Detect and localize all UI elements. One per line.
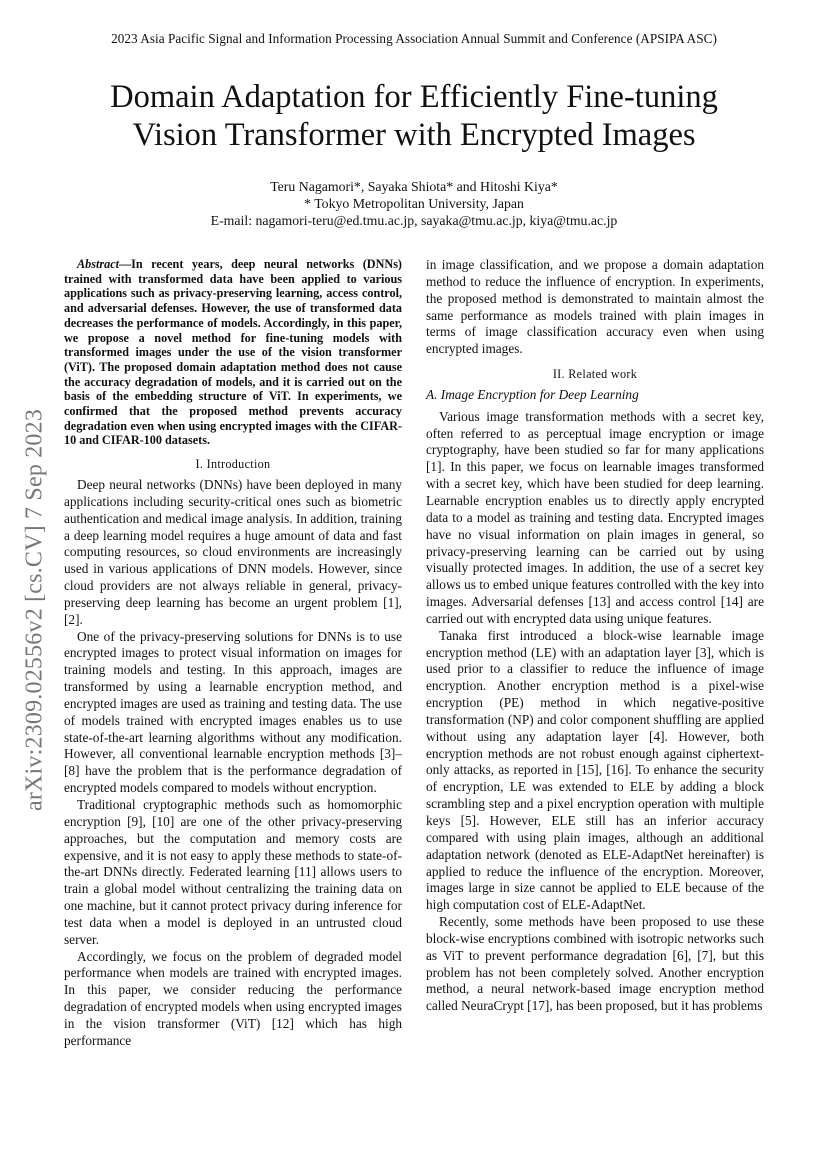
related-paragraph-2: Tanaka first introduced a block-wise learnable image encryption method (LE) with an adaptation layer [3], which is used prior to a classifier to reduce the influence of image encryption. Another encryption method is a pixel-wise encryption (PE) method in which negative-positive transformation (NP) and color component shuffling are applied without using any adaptation layer [4]. However, both encryption methods are not robust enough against ciphertext-only attacks, as reported in [15], [16]. To enhance the security of encryption, LE was extended to ELE by adding a block scrambling step and a pixel encryption operation with multiple keys [5]. However, ELE still has an inferior accuracy compared with using plain images, although an additional adaptation network (denoted as ELE-AdaptNet hereinafter) is applied to reduce the influence of the encryption. Moreover, images large in size cannot be applied to ELE because of the high computation cost of ELE-AdaptNet.	[426, 627, 764, 913]
related-paragraph-1: Various image transformation methods with a secret key, often referred to as perceptual image encryption or image cryptography, have been studied so far for many applications [1]. In this paper, we focus on learnable images transformed with a secret key, which have been studied for deep learning. Learnable encryption enables us to directly apply encrypted data to a model as training and testing data. Encrypted images have no visual information on plain images in general, so privacy-preserving learning can be carried out by using visually protected images. In addition, the use of a secret key allows us to embed unique features controlled with the key into images. Adversarial defenses [13] and access control [14] are carried out with encrypted data using unique features.	[426, 408, 764, 626]
intro-paragraph-4-continued: in image classification, and we propose a domain adaptation method to reduce the influence of encryption. In experiments, the proposed method is demonstrated to maintain almost the same performance as models trained with plain images in terms of image classification accuracy even when using encrypted images.	[426, 257, 764, 357]
left-column	[64, 257, 402, 1050]
arxiv-stamp	[17, 370, 53, 850]
conference-header: 2023 Asia Pacific Signal and Information Processing Association Annual Summit and Conference (APSIPA ASC)	[111, 31, 717, 46]
title-line-2: Vision Transformer with Encrypted Images	[132, 117, 696, 153]
intro-paragraph-2: One of the privacy-preserving solutions for DNNs is to use encrypted images to protect visual information on images for training models and testing. In this approach, images are transformed by using a learnable encryption method, and encrypted images are used as training and testing data. The use of models trained with encrypted images enables us to use state-of-the-art learning algorithms without any modification. However, all conventional learnable encryption methods [3]–[8] have the problem that is the performance degradation of encrypted models compared to models without encryption.	[64, 628, 402, 796]
author-names: Teru Nagamori*, Sayaka Shiota* and Hitoshi Kiya*	[270, 179, 558, 194]
author-affiliation: * Tokyo Metropolitan University, Japan	[304, 196, 524, 211]
section-heading-introduction: I. Introduction	[195, 457, 271, 472]
author-block	[0, 178, 828, 229]
arxiv-id: arXiv:2309.02556v2 [cs.CV] 7 Sep 2023	[21, 408, 48, 812]
abstract-text: —In recent years, deep neural networks (DNNs) trained with transformed data have been applied to various applications such as privacy-preserving learning, access control, and adversarial defenses. However, the use of transformed data decreases the performance of models. Accordingly, in this paper, we propose a novel method for fine-tuning models with transformed images under the use of the vision transformer (ViT). The proposed domain adaptation method does not cause the accuracy degradation of models, and it is carried out on the basis of the embedding structure of ViT. In experiments, we confirmed that the proposed method prevents accuracy degradation even when using encrypted images with the CIFAR-10 and CIFAR-100 datasets.	[64, 257, 402, 448]
title-line-1: Domain Adaptation for Efficiently Fine-tuning	[110, 79, 718, 115]
subsection-heading-image-encryption: A. Image Encryption for Deep Learning	[426, 386, 639, 402]
intro-paragraph-4: Accordingly, we focus on the problem of degraded model performance when models are trained with encrypted images. In this paper, we consider reducing the performance degradation of encrypted models when using encrypted images in the vision transformer (ViT) [12] which has high performance	[64, 948, 402, 1048]
intro-paragraph-1: Deep neural networks (DNNs) have been deployed in many applications including security-critical ones such as biometric authentication and medical image analysis. In addition, training a deep learning model requires a huge amount of data and fast computing resources, so cloud environments are increasingly used in various applications of DNN models. However, since cloud providers are not always reliable in general, privacy-preserving deep learning has become an urgent problem [1], [2].	[64, 476, 402, 627]
abstract-label: Abstract	[77, 257, 119, 271]
related-paragraph-3: Recently, some methods have been proposed to use these block-wise encryptions combined with isotropic networks such as ViT to prevent performance degradation [6], [7], but this problem has not been completely solved. Another encryption method, a neural network-based image encryption method called NeuraCrypt [17], has been proposed, but it has problems	[426, 914, 764, 1014]
author-email: E-mail: nagamori-teru@ed.tmu.ac.jp, sayaka@tmu.ac.jp, kiya@tmu.ac.jp	[210, 213, 618, 228]
section-heading-related-work: II. Related work	[552, 367, 638, 382]
right-column	[426, 257, 764, 1015]
intro-paragraph-3: Traditional cryptographic methods such as homomorphic encryption [9], [10] are one of the other privacy-preserving approaches, but the computation and memory costs are expensive, and it is not easy to apply these methods to state-of-the-art DNNs directly. Federated learning [11] allows users to train a global model without centralizing the training data on one machine, but it cannot protect privacy during inference for test data when a model is deployed in an untrusted cloud server.	[64, 797, 402, 947]
abstract	[64, 257, 402, 448]
paper-title	[60, 78, 768, 154]
